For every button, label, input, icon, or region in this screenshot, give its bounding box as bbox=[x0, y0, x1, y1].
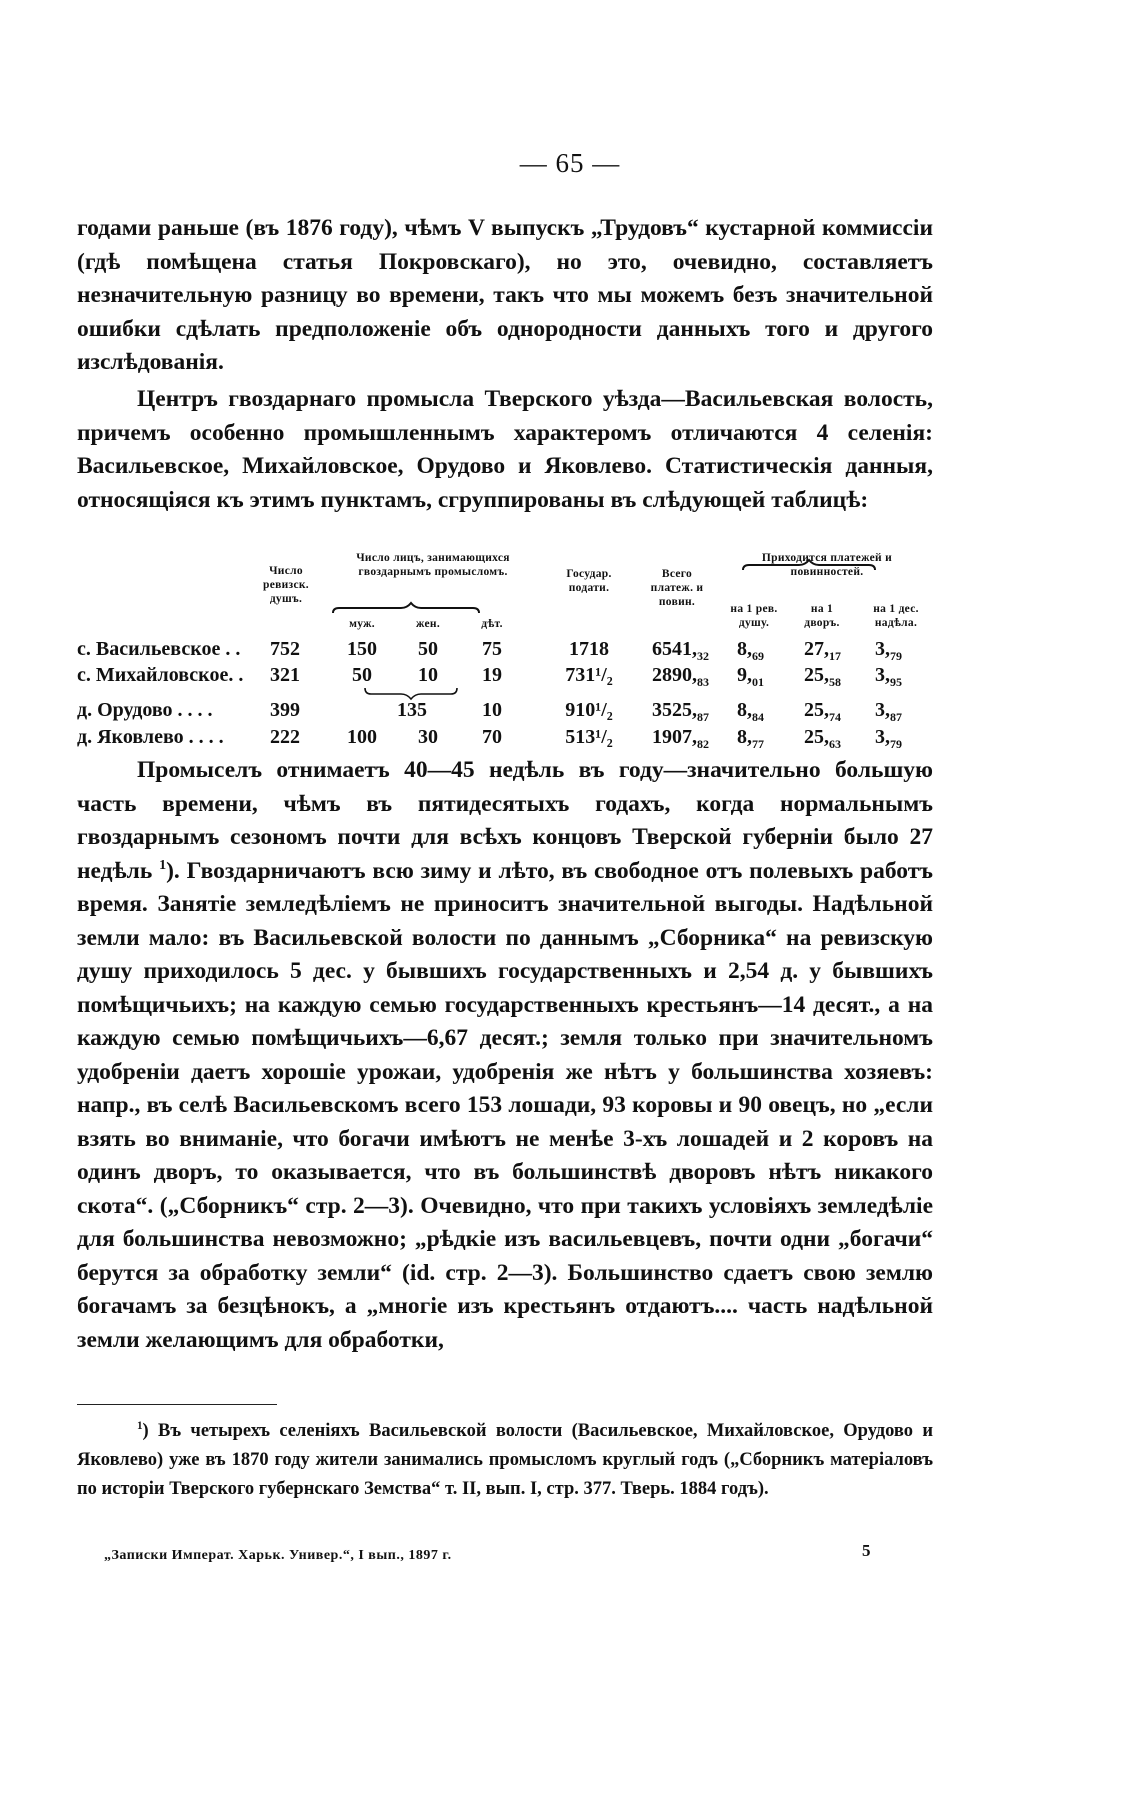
paragraph-continuation: годами раньше (въ 1876 году), чѣмъ V выпускъ „Трудовъ“ кустарной коммиссіи (гдѣ помѣщена статья Покровскаго), но это, очевидно, составляетъ незначительную разницу во времени, такъ что мы можемъ безъ значительной ошибки сдѣлать предположеніе объ однородности данныхъ того и другого изслѣдованія. bbox=[77, 215, 933, 375]
row-1-taxes: 1718 bbox=[569, 638, 609, 660]
row-2-total: $2890,_{83}$ bbox=[652, 664, 709, 689]
row-1-total: $6541,_{32}$ bbox=[652, 638, 709, 663]
row-3-per-soul: $8,_{84}$ bbox=[737, 699, 764, 724]
row-1-per-yard: $27,_{17}$ bbox=[804, 638, 841, 663]
footnote-divider bbox=[77, 1404, 277, 1405]
row-4-children: 70 bbox=[482, 726, 502, 748]
row-4-per-yard: $25,_{63}$ bbox=[804, 726, 841, 751]
row-2-per-yard: $25,_{58}$ bbox=[804, 664, 841, 689]
row-2-children: 19 bbox=[482, 664, 502, 686]
header-children: дѣт. bbox=[481, 618, 503, 630]
row-4-men: 100 bbox=[347, 726, 377, 748]
row-2-name: с. Михайловское. . bbox=[77, 664, 244, 686]
header-souls: Число ревизск. душъ. bbox=[263, 565, 309, 605]
header-total: Всего платеж. и повин. bbox=[650, 568, 704, 608]
header-per-group: Приходится платежей и повинностей. bbox=[761, 552, 893, 578]
footnote-marker: 1 bbox=[159, 856, 167, 873]
paragraph-text-continued: ). Гвоздарничаютъ всю зиму и лѣто, въ свободное отъ полевыхъ работъ время. Занятіе земледѣліемъ не приноситъ значительной выгоды. Надѣльной земли мало: въ Васильевской волости по даннымъ „Сборника“ на ревизскую душу приходилось 5 дес. у бывшихъ государственныхъ и 2,54 д. у бывшихъ помѣщичьихъ; на каждую семью государственныхъ крестьянъ—14 десят., а на каждую семью помѣщичьихъ—6,67 десят.; земля только при значительномъ удобреніи даетъ хорошіе урожаи, удобренія же нѣтъ у большинства хозяевъ: напр., въ селѣ Васильевскомъ всего 153 лошади, 93 коровы и 90 овецъ, но „если взять во вниманіе, что богачи имѣютъ не менѣе 3-хъ лошадей и 2 коровъ на одинъ дворъ, то оказывается, что въ большинствѣ дворовъ нѣтъ никакого скота“. („Сборникъ“ стр. 2—3). Очевидно, что при такихъ условіяхъ земледѣліе для большинства невозможно; „рѣдкіе изъ васильевцевъ, почти одни „богачи“ берутся за обработку земли“ (id. стр. 2—3). Большинство сдаетъ свою землю богачамъ за безцѣнокъ, а „многіе изъ крестьянъ отдаютъ.... часть надѣльной земли желающимъ для обработки, bbox=[77, 857, 933, 1353]
row-3-children: 10 bbox=[482, 699, 502, 721]
row-3-men-women: 135 bbox=[397, 699, 427, 721]
row-1-children: 75 bbox=[482, 638, 502, 660]
row-1-souls: 752 bbox=[270, 638, 300, 660]
header-women: жен. bbox=[416, 618, 440, 630]
row-1-per-soul: $8,_{69}$ bbox=[737, 638, 764, 663]
signature-mark: 5 bbox=[862, 1541, 871, 1560]
row-4-per-soul: $8,_{77}$ bbox=[737, 726, 764, 751]
footnote-mark: 1 bbox=[137, 1419, 143, 1432]
row-1-per-allotment: $3,_{79}$ bbox=[875, 638, 902, 663]
header-taxes: Государ. подати. bbox=[566, 568, 612, 594]
row-4-women: 30 bbox=[418, 726, 438, 748]
row-1-women: 50 bbox=[418, 638, 438, 660]
row-4-name: д. Яковлево . . . . bbox=[77, 726, 224, 748]
row-3-name: д. Орудово . . . . bbox=[77, 699, 213, 721]
paragraph-text: Промыселъ отнимаетъ 40—45 недѣль въ году—значительно большую часть времени, чѣмъ въ пятидесятыхъ годахъ, когда нормальнымъ гвоздарнымъ сезономъ почти для всѣхъ концовъ Тверской губерніи было 27 недѣль bbox=[77, 757, 933, 884]
footnote-text: ) Въ четырехъ селеніяхъ Васильевской волости (Васильевское, Михайловское, Орудово и Яковлево) уже въ 1870 году жители занимались промысломъ круглый годъ („Сборникъ матеріаловъ по исторіи Тверского губернскаго Земства“ т. II, вып. I, стр. 377. Тверь. 1884 годъ). bbox=[77, 1421, 933, 1499]
row-2-per-soul: $9,_{01}$ bbox=[737, 664, 764, 689]
row-3-per-yard: $25,_{74}$ bbox=[804, 699, 841, 724]
paragraph-industry-duration bbox=[77, 754, 933, 1357]
row-2-taxes: 731¹/₂ bbox=[565, 664, 613, 686]
row-4-total: $1907,_{82}$ bbox=[652, 726, 709, 751]
row-1-men: 150 bbox=[347, 638, 377, 660]
header-persons: Число лицъ, занимающихся гвоздарнымъ промысломъ. bbox=[356, 552, 510, 578]
footnote bbox=[77, 1417, 933, 1504]
header-per-yard: на 1 дворъ. bbox=[804, 603, 840, 629]
paragraph-center-of-industry: Центръ гвоздарнаго промысла Тверского уѣзда—Васильевская волость, причемъ особенно промышленнымъ характеромъ отличаются 4 селенія: Васильевское, Михайловское, Орудово и Яковлево. Статистическія данныя, относящіяся къ этимъ пунктамъ, сгруппированы въ слѣдующей таблицѣ: bbox=[77, 386, 933, 513]
row-4-souls: 222 bbox=[270, 726, 300, 748]
header-per-allotment: на 1 дес. надѣла. bbox=[873, 603, 919, 629]
row-3-total: $3525,_{87}$ bbox=[652, 699, 709, 724]
running-foot: „Записки Императ. Харьк. Универ.“, I вып., 1897 г. bbox=[104, 1548, 452, 1563]
row-2-men: 50 bbox=[352, 664, 372, 686]
row-2-per-allotment: $3,_{95}$ bbox=[875, 664, 902, 689]
row-3-taxes: 910¹/₂ bbox=[565, 699, 613, 721]
header-men: муж. bbox=[349, 618, 375, 630]
row-1-name: с. Васильевское . . bbox=[77, 638, 241, 660]
row-3-souls: 399 bbox=[270, 699, 300, 721]
header-per-soul: на 1 рев. душу. bbox=[730, 603, 778, 629]
row-3-per-allotment: $3,_{87}$ bbox=[875, 699, 902, 724]
statistics-table bbox=[77, 550, 933, 755]
row-2-souls: 321 bbox=[270, 664, 300, 686]
row-4-per-allotment: $3,_{79}$ bbox=[875, 726, 902, 751]
row-2-women: 10 bbox=[418, 664, 438, 686]
page-number: — 65 — bbox=[519, 148, 621, 178]
row-4-taxes: 513¹/₂ bbox=[565, 726, 613, 748]
